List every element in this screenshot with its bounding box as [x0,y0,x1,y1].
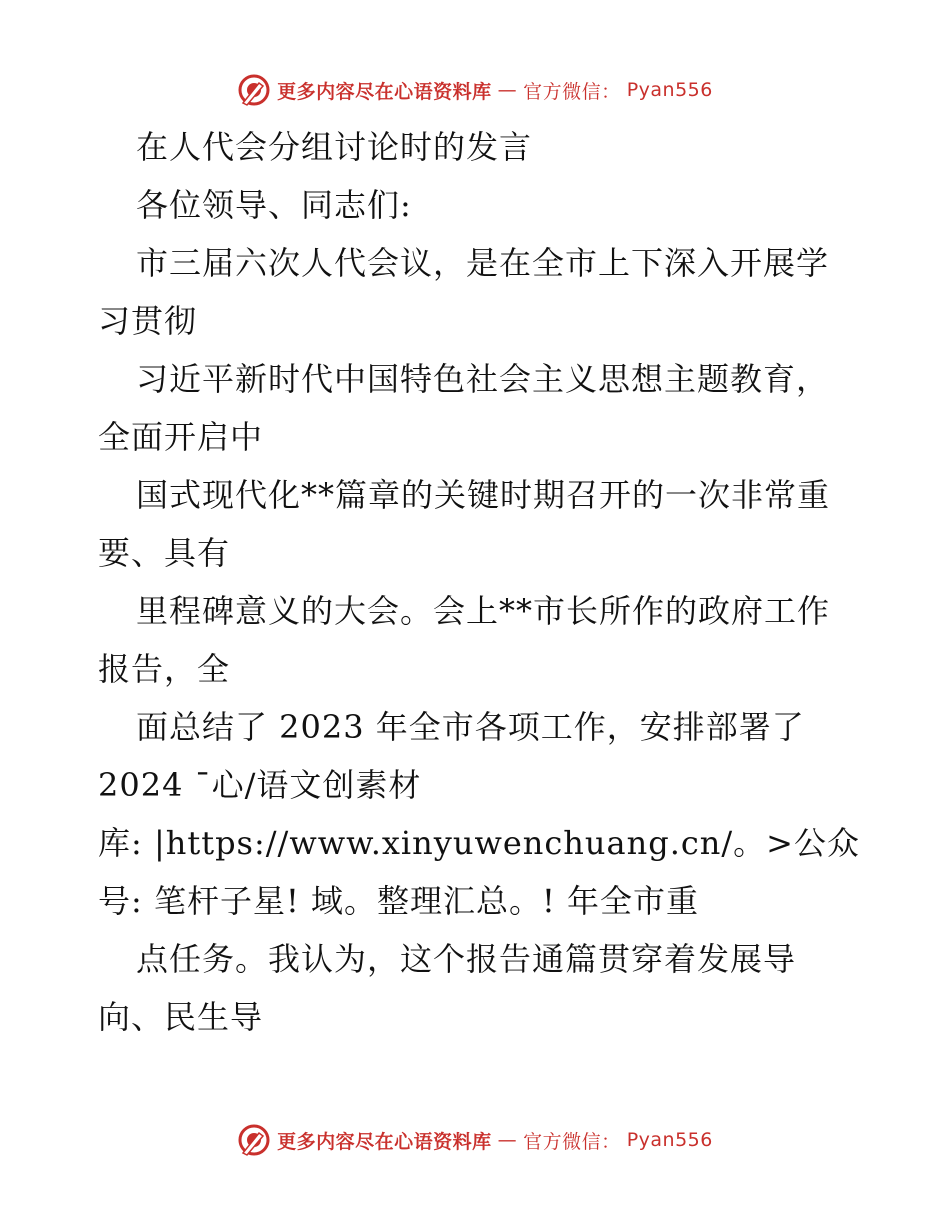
text-line: 报告，全 [98,650,231,688]
document-body [98,118,878,1046]
text-line: 国式现代化**篇章的关键时期召开的一次非常重 [136,476,831,514]
banner-wechat-id: Pyan556 [626,79,713,101]
pen-logo-icon [237,73,271,107]
header-watermark-banner [0,70,950,110]
text-line: 号: 笔杆子星! 域。整理汇总。! 年全市重 [98,882,700,920]
document-title: 在人代会分组讨论时的发言 [136,128,533,166]
footer-watermark-banner [0,1120,950,1160]
banner-main-text: 更多内容尽在心语资料库 [277,1130,492,1153]
text-line: 全面开启中 [98,418,264,456]
text-line: 要、具有 [98,534,231,572]
pen-logo-icon [237,1123,271,1157]
text-line: 面总结了 2023 年全市各项工作，安排部署了 [136,708,805,746]
text-line: 向、民生导 [98,998,264,1036]
text-line: 习近平新时代中国特色社会主义思想主题教育， [136,360,830,398]
text-line: 库: |https://www.xinyuwenchuang.cn/。>公众 [98,824,860,862]
banner-wechat-label: 官方微信： [523,1130,621,1153]
text-line: 市三届六次人代会议，是在全市上下深入开展学 [136,244,830,282]
text-line: 各位领导、同志们: [136,186,412,224]
text-line: 习贯彻 [98,302,198,340]
banner-dash: — [497,1129,518,1151]
banner-main-text: 更多内容尽在心语资料库 [277,80,492,103]
banner-wechat-label: 官方微信： [523,80,621,103]
text-line: 2024 ¯心/语文创素材 [98,766,422,804]
text-line: 点任务。我认为，这个报告通篇贯穿着发展导 [136,940,797,978]
banner-dash: — [497,79,518,101]
text-line: 里程碑意义的大会。会上**市长所作的政府工作 [136,592,831,630]
banner-wechat-id: Pyan556 [626,1129,713,1151]
